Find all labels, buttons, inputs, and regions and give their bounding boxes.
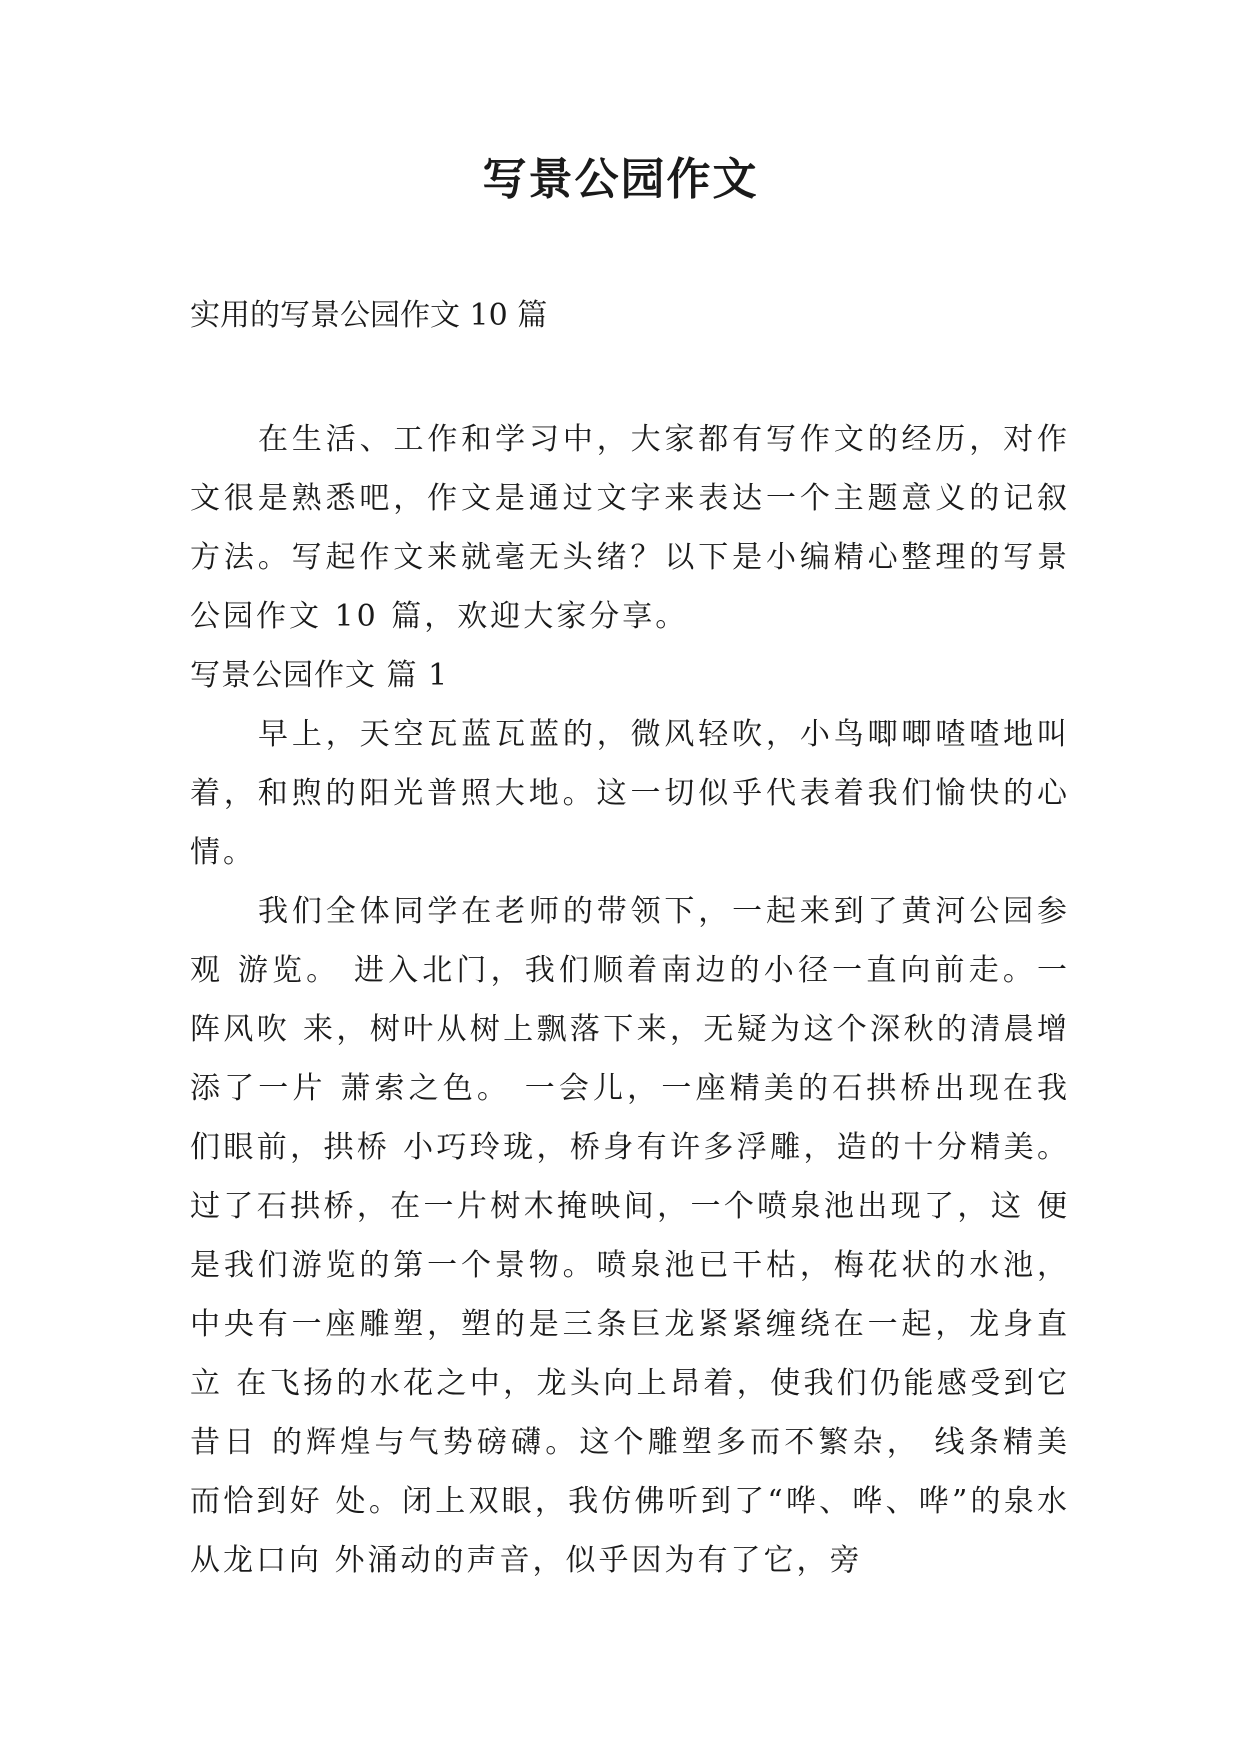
intro-paragraph: 在生活、工作和学习中，大家都有写作文的经历，对作文很是熟悉吧，作文是通过文字来表达一个主题意义的记叙方法。写起作文来就毫无头绪？以下是小编精心整理的写景公园作文 10 篇，欢迎大家分享。	[190, 422, 1070, 634]
document-body	[190, 410, 1070, 1590]
document-title: 写景公园作文	[482, 154, 759, 205]
body-paragraph-1: 早上，天空瓦蓝瓦蓝的，微风轻吹，小鸟唧唧喳喳地叫着，和煦的阳光普照大地。这一切似乎代表着我们愉快的心情。	[190, 717, 1070, 870]
document-subtitle: 实用的写景公园作文 10 篇	[190, 298, 548, 333]
section-heading: 写景公园作文 篇 1	[190, 658, 449, 693]
body-paragraph-2: 我们全体同学在老师的带领下，一起来到了黄河公园参观 游览。 进入北门，我们顺着南边的小径一直向前走。一阵风吹 来，树叶从树上飘落下来，无疑为这个深秋的清晨增添了一片 萧索之色。 一会儿，一座精美的石拱桥出现在我们眼前，拱桥 小巧玲珑，桥身有许多浮雕，造的十分精美。 过了石拱桥，在一片树木掩映间，一个喷泉池出现了，这 便是我们游览的第一个景物。喷泉池已干枯，梅花状的水池， 中央有一座雕塑，塑的是三条巨龙紧紧缠绕在一起，龙身直立 在飞扬的水花之中，龙头向上昂着，使我们仍能感受到它昔日 的辉煌与气势磅礴。这个雕塑多而不繁杂， 线条精美而恰到好 处。闭上双眼，我仿佛听到了“哗、哗、哗”的泉水从龙口向 外涌动的声音，似乎因为有了它，旁	[190, 894, 1070, 1578]
